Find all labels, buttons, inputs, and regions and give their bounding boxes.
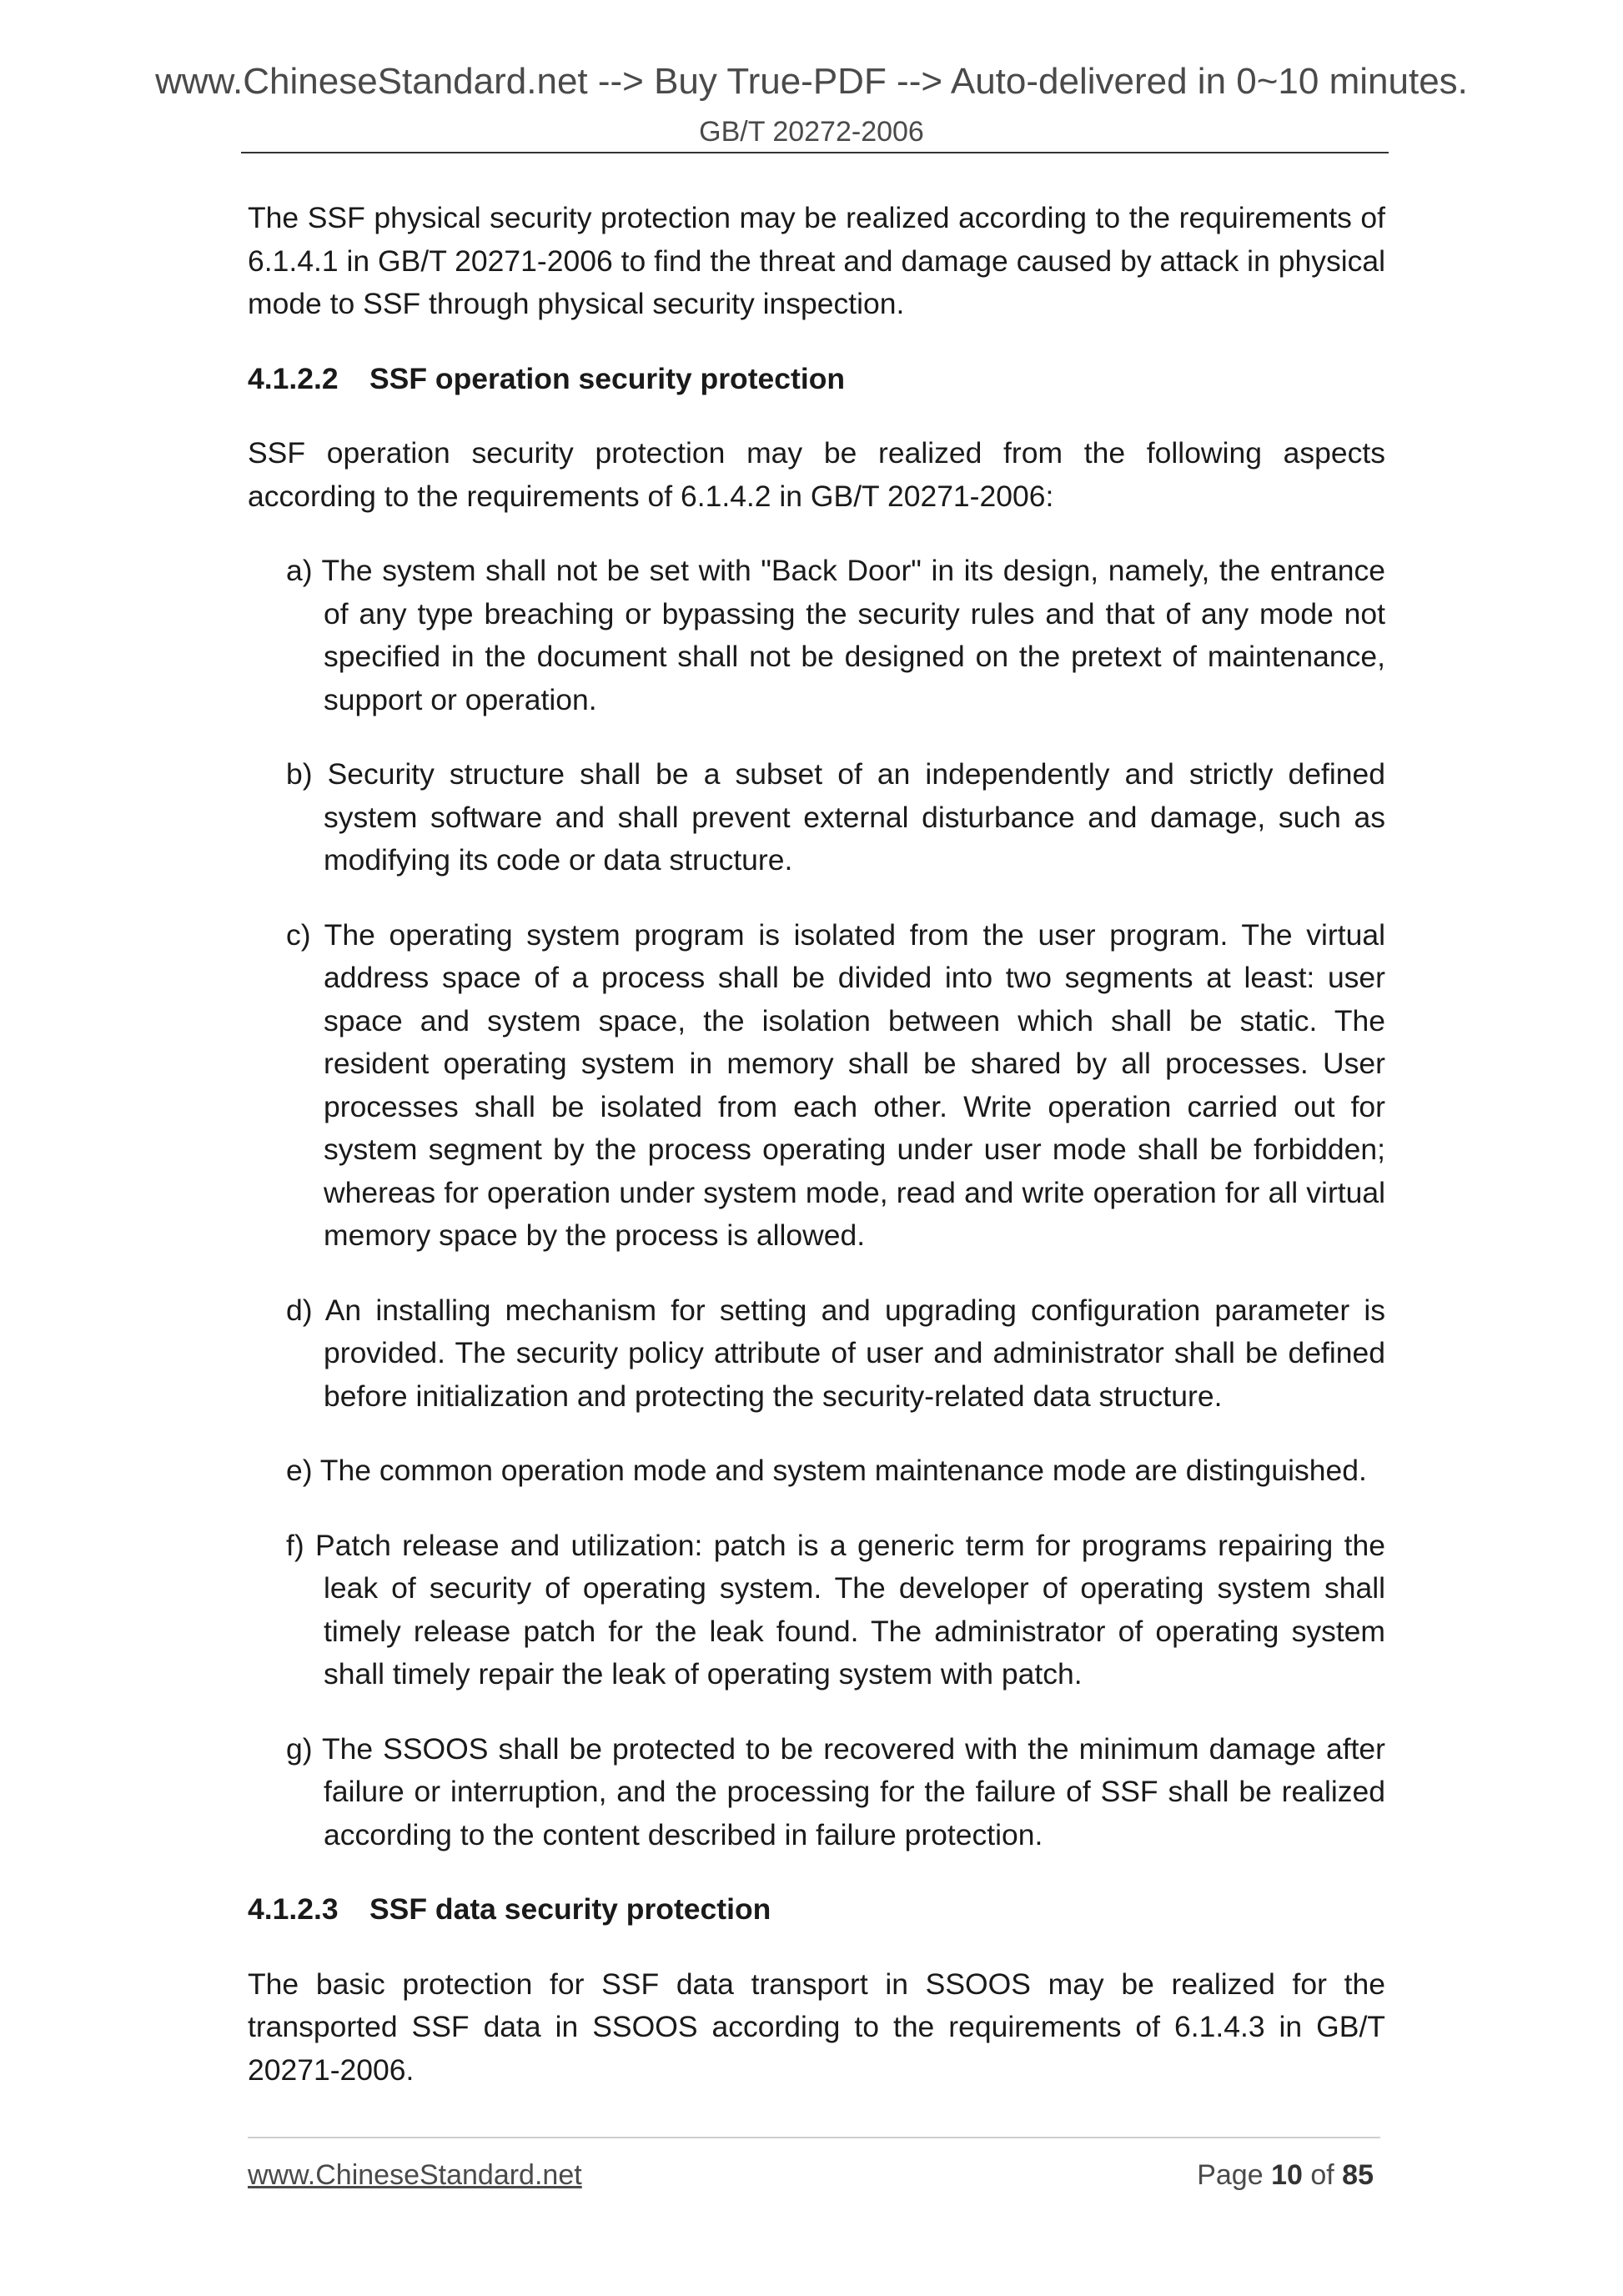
page-current: 10 xyxy=(1271,2159,1303,2191)
section-paragraph: The basic protection for SSF data transport in SSOOS may be realized for the transported SSF data in SSOOS according to the requirements of 6.1.4.3 in GB/T 20271-2006. xyxy=(248,1967,1385,2087)
section-number: 4.1.2.2 xyxy=(248,361,339,395)
footer-divider xyxy=(248,2137,1380,2138)
header-divider xyxy=(241,152,1389,153)
list-item-c: c) The operating system program is isolated from the user program. The virtual address space of a process shall be divided into two segments at least: user space and system space, the isolation between which shall be static. The resident operating system in memory shall be shared by all processes. User processes shall be isolated from each other. Write operation carried out for system segment by the process operating under user mode shall be forbidden; whereas for operation under system mode, read and write operation for all virtual memory space by the process is allowed. xyxy=(286,917,1385,1252)
section-heading-4-1-2-3 xyxy=(248,1888,1385,1932)
section-intro-paragraph: SSF operation security protection may be realized from the following aspects according to the requirements of 6.1.4.2 in GB/T 20271-2006: xyxy=(248,436,1385,513)
header-banner: www.ChineseStandard.net --> Buy True-PDF --> Auto-delivered in 0~10 minutes. xyxy=(155,61,1468,102)
section-heading-4-1-2-2 xyxy=(248,358,1385,401)
document-body xyxy=(248,197,1385,2123)
list-item-b: b) Security structure shall be a subset of an independently and strictly defined system software and shall prevent external disturbance and damage, such as modifying its code or data structure. xyxy=(286,757,1385,877)
list-item-f: f) Patch release and utilization: patch is a generic term for programs repairing the leak of security of operating system. The developer of operating system shall timely release patch for the leak found. The administrator of operating system shall timely repair the leak of operating system with patch. xyxy=(286,1528,1385,1691)
section-title: SSF operation security protection xyxy=(369,361,846,395)
page-total: 85 xyxy=(1342,2159,1374,2191)
page-of-label: of xyxy=(1310,2159,1334,2191)
page-label: Page xyxy=(1197,2159,1264,2191)
page-number xyxy=(1197,2161,1374,2189)
footer-site-link[interactable]: www.ChineseStandard.net xyxy=(248,2159,582,2191)
list-item-a: a) The system shall not be set with "Back Door" in its design, namely, the entrance of any type breaching or bypassing the security rules and that of any mode not specified in the document shall not be designed on the pretext of maintenance, support or operation. xyxy=(286,554,1385,716)
standard-id: GB/T 20272-2006 xyxy=(699,116,924,148)
intro-paragraph: The SSF physical security protection may be realized according to the requirements of 6.1.4.1 in GB/T 20271-2006 to find the threat and damage caused by attack in physical mode to SSF through physical security inspection. xyxy=(248,201,1385,320)
section-title: SSF data security protection xyxy=(369,1892,771,1926)
list-item-d: d) An installing mechanism for setting and upgrading configuration parameter is provided. The security policy attribute of user and administrator shall be defined before initialization and protecting the security-related data structure. xyxy=(286,1293,1385,1413)
list-item-e: e) The common operation mode and system maintenance mode are distinguished. xyxy=(286,1454,1367,1487)
section-number: 4.1.2.3 xyxy=(248,1892,339,1926)
list-item-g: g) The SSOOS shall be protected to be recovered with the minimum damage after failure or interruption, and the processing for the failure of SSF shall be realized according to the content described in failure protection. xyxy=(286,1731,1385,1851)
